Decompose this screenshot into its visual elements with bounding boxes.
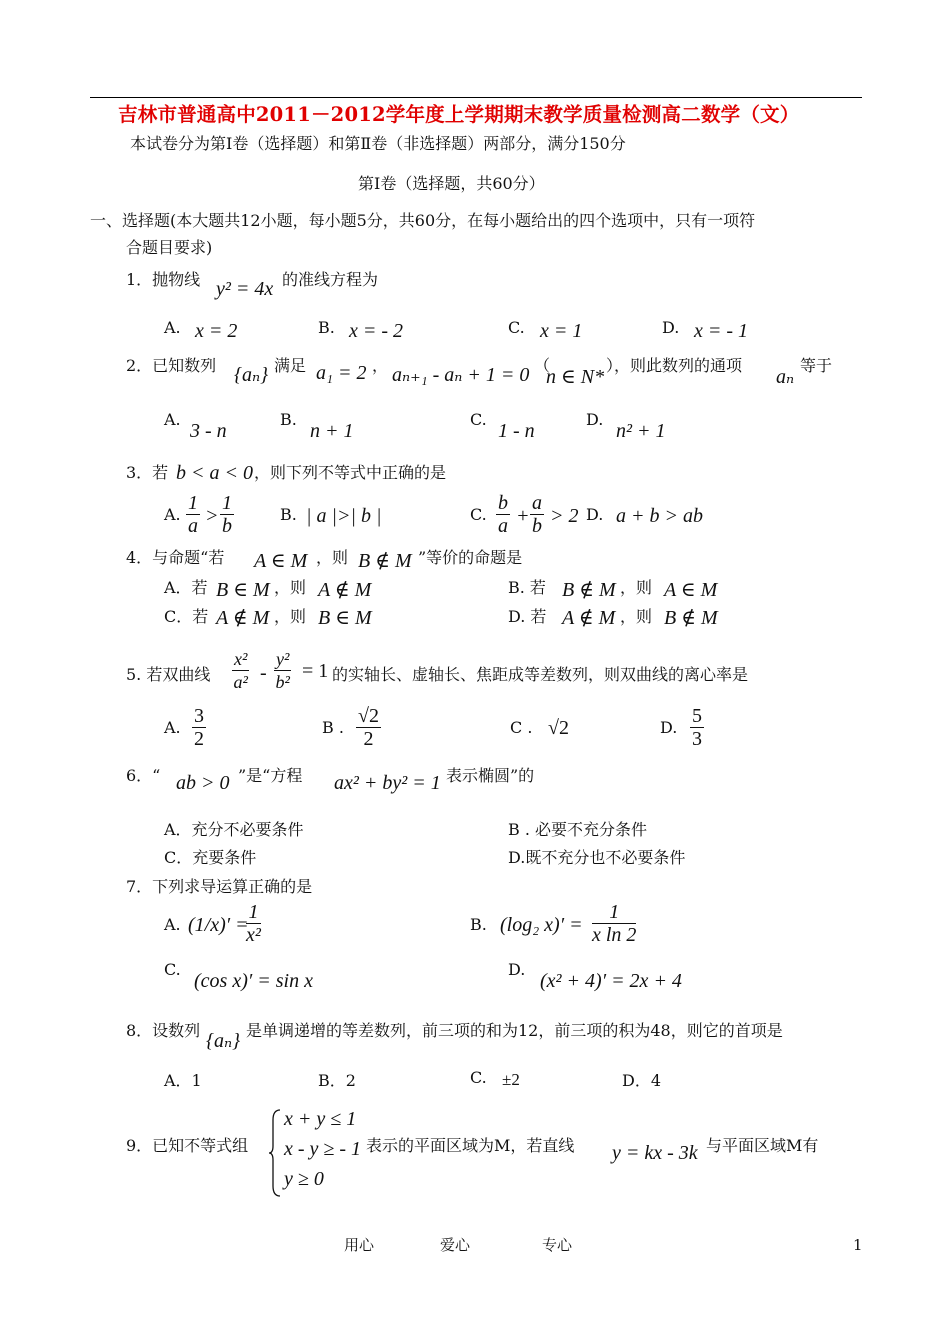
q8-option-c: ±2 [502, 1070, 520, 1089]
q4-option-b-label: B. 若 [508, 578, 546, 597]
q4-option-b-m2: A ∈ M [664, 579, 718, 601]
q5-option-b: $\frac{√2}{2}$ [358, 705, 379, 750]
q8-option-a: A．1 [164, 1071, 202, 1090]
q1-stem-pre: 1．抛物线 [126, 270, 201, 289]
q7-stem: 7．下列求导运算正确的是 [126, 877, 313, 896]
q7-option-c-label: C. [164, 960, 181, 979]
q3-stem-pre: 3．若 [126, 463, 169, 482]
q5-option-c-label: C . [510, 718, 533, 737]
q9-ineq-3: y ≥ 0 [284, 1168, 324, 1190]
q4-option-c-label: C．若 [164, 607, 209, 626]
footer-word-3: 专心 [542, 1236, 573, 1254]
q2-cond-3: n ∈ N* [546, 366, 605, 388]
q2-sequence: {aₙ} [234, 364, 269, 386]
q9-stem-mid: 表示的平面区域为M，若直线 [366, 1136, 575, 1155]
q9-ineq-1: x + y ≤ 1 [284, 1108, 357, 1130]
section-instructions-2: 合题目要求) [126, 238, 213, 257]
q7-option-a-lhs: (1/x)′ = [188, 914, 249, 936]
q4-option-d-m2: B ∉ M [664, 607, 718, 629]
q5-minus: - [260, 662, 267, 684]
q3-option-b-label: B. [280, 505, 297, 524]
q7-option-b-lhs: (log₂ x)′ = [500, 914, 583, 936]
q1-option-d-label: D. [662, 318, 680, 337]
q6-option-d: D.既不充分也不必要条件 [508, 848, 686, 867]
q6-option-b: B . 必要不充分条件 [508, 820, 648, 839]
q7-option-d: (x² + 4)′ = 2x + 4 [540, 970, 682, 992]
q4-premise-2: B ∉ M [358, 550, 412, 572]
q7-option-d-label: D. [508, 960, 526, 979]
q5-option-d-label: D. [660, 718, 678, 737]
page-title: 吉林市普通高中2011－2012学年度上学期期末教学质量检测高二数学（文） [118, 103, 800, 126]
q6-stem-post: 表示椭圆”的 [446, 766, 535, 785]
q3-option-c-frac-1: $\frac{b}{a}$ [498, 492, 508, 537]
q4-option-b-mid: ，则 [620, 578, 653, 597]
q4-stem-mid: ，则 [316, 548, 349, 567]
q4-option-c-m1: A ∉ M [216, 607, 270, 629]
q1-option-a: x = 2 [195, 320, 238, 342]
q3-option-a-frac-2: $\frac{1}{b}$ [222, 492, 232, 537]
q6-stem-pre: 6．“ [126, 766, 161, 785]
q4-option-a-m2: A ∉ M [318, 579, 372, 601]
q1-option-b: x = - 2 [349, 320, 404, 342]
q3-option-a-op: > [205, 505, 219, 527]
q1-stem-post: 的准线方程为 [282, 270, 379, 289]
q7-option-b-label: B. [470, 915, 487, 934]
q9-system-brace [268, 1108, 282, 1198]
header-rule [90, 97, 862, 98]
q1-equation: y² = 4x [216, 278, 274, 300]
q5-option-a-label: A. [164, 718, 181, 737]
q2-option-a: 3 - n [190, 420, 227, 442]
q3-option-c-label: C. [470, 505, 487, 524]
footer-word-1: 用心 [344, 1236, 375, 1254]
q6-equation: ax² + by² = 1 [334, 772, 441, 794]
q5-option-d: $\frac{5}{3}$ [692, 705, 702, 750]
q4-option-c-m2: B ∈ M [318, 607, 372, 629]
q4-option-a-mid: ，则 [274, 578, 307, 597]
q2-an: aₙ [776, 366, 795, 388]
q5-frac-y: $\frac{\text{y²}}{\text{b²}}$ [275, 649, 290, 692]
section-instructions-1: 一、选择题(本大题共12小题，每小题5分，共60分，在每小题给出的四个选项中，只有一项符 [90, 211, 756, 230]
q3-option-d: a + b > ab [616, 505, 703, 527]
q2-option-a-label: A. [164, 410, 181, 429]
q8-stem-pre: 8．设数列 [126, 1021, 201, 1040]
page-number: 1 [853, 1236, 863, 1254]
q3-option-c-frac-2: $\frac{a}{b}$ [532, 492, 542, 537]
q2-stem-3: ），则此数列的通项 [606, 356, 743, 375]
part-heading: 第Ⅰ卷（选择题，共60分） [358, 174, 545, 193]
q4-option-a-m1: B ∈ M [216, 579, 270, 601]
q5-equals: = 1 [302, 660, 329, 682]
q4-premise-1: A ∈ M [254, 550, 308, 572]
q4-option-d-m1: A ∉ M [562, 607, 616, 629]
q7-option-a-label: A. [164, 915, 181, 934]
q2-option-b: n + 1 [310, 420, 354, 442]
exam-intro: 本试卷分为第Ⅰ卷（选择题）和第Ⅱ卷（非选择题）两部分，满分150分 [130, 134, 626, 153]
q9-stem-pre: 9．已知不等式组 [126, 1136, 249, 1155]
q7-option-a-rhs: $\frac{1}{\text{x²}}$ [246, 901, 261, 946]
q2-cond-2: aₙ₊₁ - aₙ + 1 = 0 [392, 364, 530, 386]
q4-option-c-mid: ，则 [274, 607, 307, 626]
q2-stem-4: 等于 [800, 356, 833, 375]
q8-option-b: B．2 [318, 1071, 356, 1090]
q2-stem-1: 2．已知数列 [126, 356, 217, 375]
q4-option-b-m1: B ∉ M [562, 579, 616, 601]
q1-option-c: x = 1 [540, 320, 583, 342]
q1-option-c-label: C. [508, 318, 525, 337]
q6-option-a: A．充分不必要条件 [164, 820, 304, 839]
q2-cond-1: a₁ = 2 [316, 362, 367, 384]
q1-option-a-label: A. [164, 318, 181, 337]
q4-stem-pre: 4．与命题“若 [126, 548, 225, 567]
q3-option-a-label: A. [164, 505, 181, 524]
q9-ineq-2: x - y ≥ - 1 [284, 1138, 362, 1160]
q1-option-b-label: B. [318, 318, 335, 337]
q8-option-c-label: C. [470, 1068, 487, 1087]
q3-option-c-op: + [516, 505, 530, 527]
q5-frac-x: $\frac{\text{x²}}{\text{a²}}$ [233, 649, 248, 692]
q6-stem-mid: ”是“方程 [238, 766, 303, 785]
q8-stem-post: 是单调递增的等差数列，前三项的和为12，前三项的积为48，则它的首项是 [246, 1021, 783, 1040]
q7-option-b-rhs: $\frac{1}{\text{x ln 2}}$ [592, 901, 637, 946]
q9-line: y = kx - 3k [612, 1142, 698, 1164]
q3-option-d-label: D. [586, 505, 604, 524]
q6-condition: ab > 0 [176, 772, 230, 794]
q5-option-c: √2 [548, 717, 569, 739]
q4-option-d-label: D. 若 [508, 607, 547, 626]
q5-option-b-label: B . [322, 718, 344, 737]
q6-option-c: C．充要条件 [164, 848, 257, 867]
q4-option-a-label: A．若 [164, 578, 208, 597]
q9-stem-post: 与平面区域M有 [706, 1136, 819, 1155]
q1-option-d: x = - 1 [694, 320, 749, 342]
footer-word-2: 爱心 [440, 1236, 471, 1254]
q3-option-c-tail: > 2 [550, 505, 579, 527]
q2-option-c: 1 - n [498, 420, 535, 442]
q4-option-d-mid: ，则 [620, 607, 653, 626]
q2-stem-2: 满足 [274, 356, 307, 375]
q2-comma: ， [372, 356, 389, 375]
q2-option-b-label: B. [280, 410, 297, 429]
q5-stem-post: 的实轴长、虚轴长、焦距成等差数列，则双曲线的离心率是 [332, 665, 749, 684]
q3-stem-post: ，则下列不等式中正确的是 [254, 463, 447, 482]
q4-stem-post: ”等价的命题是 [418, 548, 523, 567]
q3-option-b: | a |>| b | [306, 505, 382, 527]
q5-option-a: $\frac{3}{2}$ [194, 705, 204, 750]
q3-condition: b < a < 0 [176, 462, 253, 484]
q3-option-a-frac-1: $\frac{1}{a}$ [188, 492, 198, 537]
q8-sequence: {aₙ} [206, 1030, 241, 1052]
q2-option-c-label: C. [470, 410, 487, 429]
q5-stem-pre: 5. 若双曲线 [126, 665, 211, 684]
q2-paren: （ [534, 356, 551, 375]
q2-option-d-label: D. [586, 410, 604, 429]
q7-option-c: (cos x)′ = sin x [194, 970, 313, 992]
q2-option-d: n² + 1 [616, 420, 666, 442]
q8-option-d: D．4 [622, 1071, 662, 1090]
